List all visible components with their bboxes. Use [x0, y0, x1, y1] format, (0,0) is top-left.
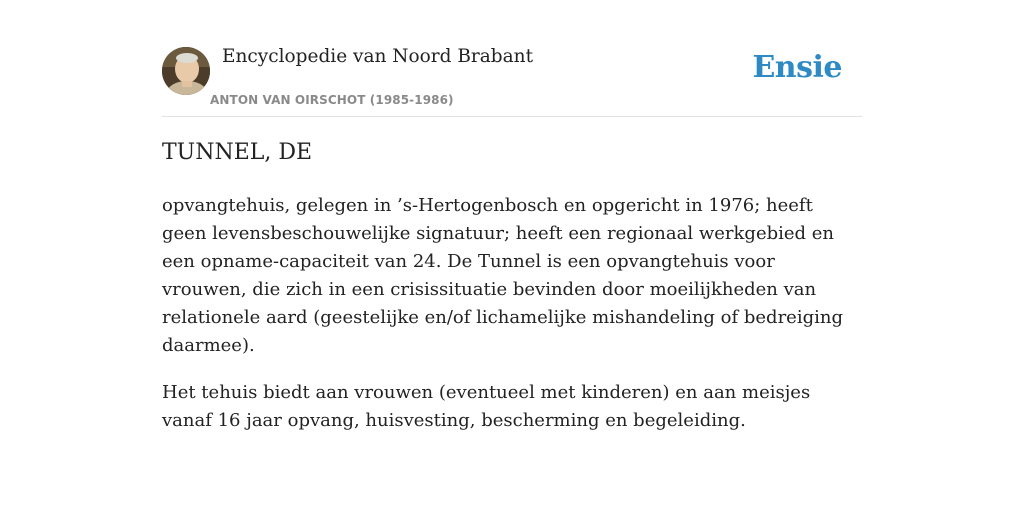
entry-body — [162, 192, 862, 454]
book-title[interactable]: Encyclopedie van Noord Brabant — [222, 46, 534, 67]
ensie-logo[interactable]: Ensie — [752, 50, 842, 85]
header — [162, 0, 862, 117]
author-name[interactable]: ANTON VAN OIRSCHOT (1985-1986) — [210, 93, 454, 107]
entry-paragraph: Het tehuis biedt aan vrouwen (eventueel met kinderen) en aan meisjes vanaf 16 jaar opvang, huisvesting, bescherming en begeleiding. — [162, 382, 811, 431]
avatar-portrait-image — [162, 47, 210, 95]
page-container — [162, 0, 862, 431]
entry-paragraph: opvangtehuis, gelegen in ’s-Hertogenbosch en opgericht in 1976; heeft geen levensbeschouwelijke signatuur; heeft een regionaal werkgebied en een opname-capaciteit van 24. De Tunnel is een opvangtehuis voor vrouwen, die zich in een crisissituatie bevinden door moeilijkheden van relationele aard (geestelijke en/of lichamelijke mishandeling of bedreiging daarmee). — [162, 195, 843, 356]
entry-title: TUNNEL, DE — [162, 140, 313, 165]
author-avatar[interactable] — [162, 47, 210, 95]
